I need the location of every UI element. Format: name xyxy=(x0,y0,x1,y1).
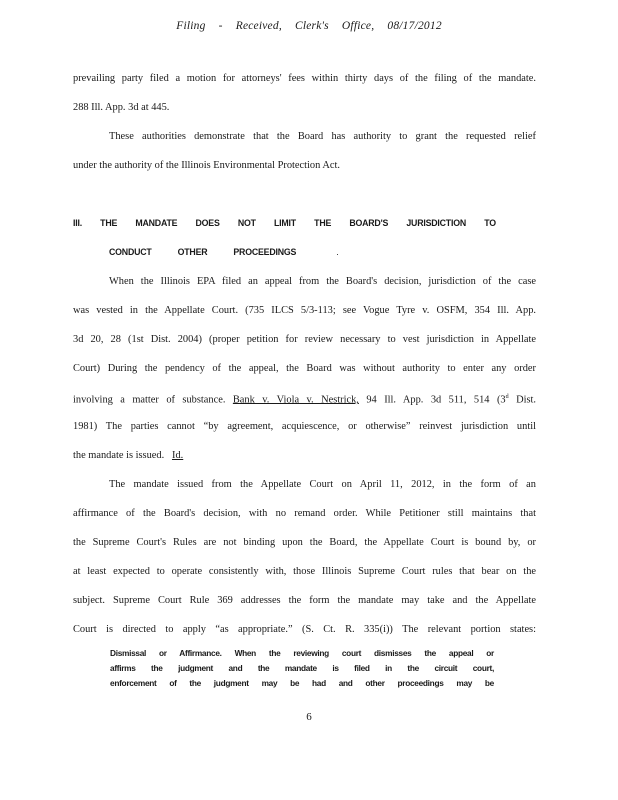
text-line: affirmance of the Board's decision, with no remand order. While Petitioner still maintains that xyxy=(73,508,536,519)
text-line: at least expected to operate consistently with, those Illinois Supreme Court rules that bear on the xyxy=(73,566,536,577)
heading-word: THE xyxy=(314,218,332,228)
heading-word: THE xyxy=(100,218,118,228)
text-line: Court) During the pendency of the appeal, the Board was without authority to enter any order xyxy=(73,363,536,374)
quote-line: enforcement of the judgment may be had and other proceedings may be xyxy=(110,678,494,688)
heading-word: JURISDICTION xyxy=(406,218,467,228)
text-line: 3d 20, 28 (1st Dist. 2004) (proper petition for review necessary to vest jurisdiction in Appellate xyxy=(73,334,536,345)
text-line: was vested in the Appellate Court. (735 ILCS 5/3-113; see Vogue Tyre v. OSFM, 354 Ill. App. xyxy=(73,305,536,316)
heading-trailing-period: . xyxy=(336,247,339,257)
paragraph-2 xyxy=(73,122,536,180)
heading-numeral: III. xyxy=(73,218,82,228)
filing-header: Filing - Received, Clerk's Office, 08/17/2012 xyxy=(176,20,442,32)
block-quote xyxy=(110,646,494,691)
text-line: These authorities demonstrate that the Board has authority to grant the requested relief xyxy=(109,131,536,142)
heading-word: TO xyxy=(484,218,496,228)
text-line-with-citation: involving a matter of substance. Bank v. Viola v. Nestrick, 94 Ill. App. 3d 511, 514 (3$^d$ Dist. xyxy=(73,394,536,406)
paragraph-4 xyxy=(73,470,536,644)
heading-word: MANDATE xyxy=(135,218,178,228)
text-line: The mandate issued from the Appellate Court on April 11, 2012, in the form of an xyxy=(109,479,536,490)
quote-line: Dismissal or Affirmance. When the reviewing court dismisses the appeal or xyxy=(110,648,494,658)
heading-line-1 xyxy=(73,218,536,247)
quote-line: affirms the judgment and the mandate is filed in the circuit court, xyxy=(110,663,494,673)
text-line: When the Illinois EPA filed an appeal from the Board's decision, jurisdiction of the case xyxy=(109,276,536,287)
paragraph-1 xyxy=(73,64,536,122)
heading-word: CONDUCT xyxy=(109,247,152,257)
heading-word: LIMIT xyxy=(273,218,296,228)
heading-word: PROCEEDINGS xyxy=(233,247,297,257)
heading-word: DOES xyxy=(195,218,220,228)
page-number: 6 xyxy=(306,711,312,723)
heading-word: BOARD'S xyxy=(349,218,389,228)
text-line: subject. Supreme Court Rule 369 addresses the form the mandate may take and the Appellate xyxy=(73,595,536,606)
heading-word: NOT xyxy=(237,218,256,228)
id-citation: Id. xyxy=(171,450,184,461)
text-line: prevailing party filed a motion for attorneys' fees within thirty days of the filing of the mandate. xyxy=(73,73,536,84)
text-line: under the authority of the Illinois Environmental Protection Act. xyxy=(73,160,340,171)
text-line-with-citation: the mandate is issued. Id. xyxy=(73,450,184,461)
text-line: 288 Ill. App. 3d at 445. xyxy=(73,102,170,113)
text-line: Court is directed to apply “as appropriate.” (S. Ct. R. 335(i)) The relevant portion states: xyxy=(73,624,536,635)
text-line: the Supreme Court's Rules are not binding upon the Board, the Appellate Court is bound by, or xyxy=(73,537,536,548)
heading-word: OTHER xyxy=(177,247,208,257)
text-line: 1981) The parties cannot “by agreement, acquiescence, or otherwise” reinvest jurisdiction until xyxy=(73,421,536,432)
case-citation: Bank v. Viola v. Nestrick, xyxy=(232,394,359,406)
paragraph-3 xyxy=(73,267,536,470)
